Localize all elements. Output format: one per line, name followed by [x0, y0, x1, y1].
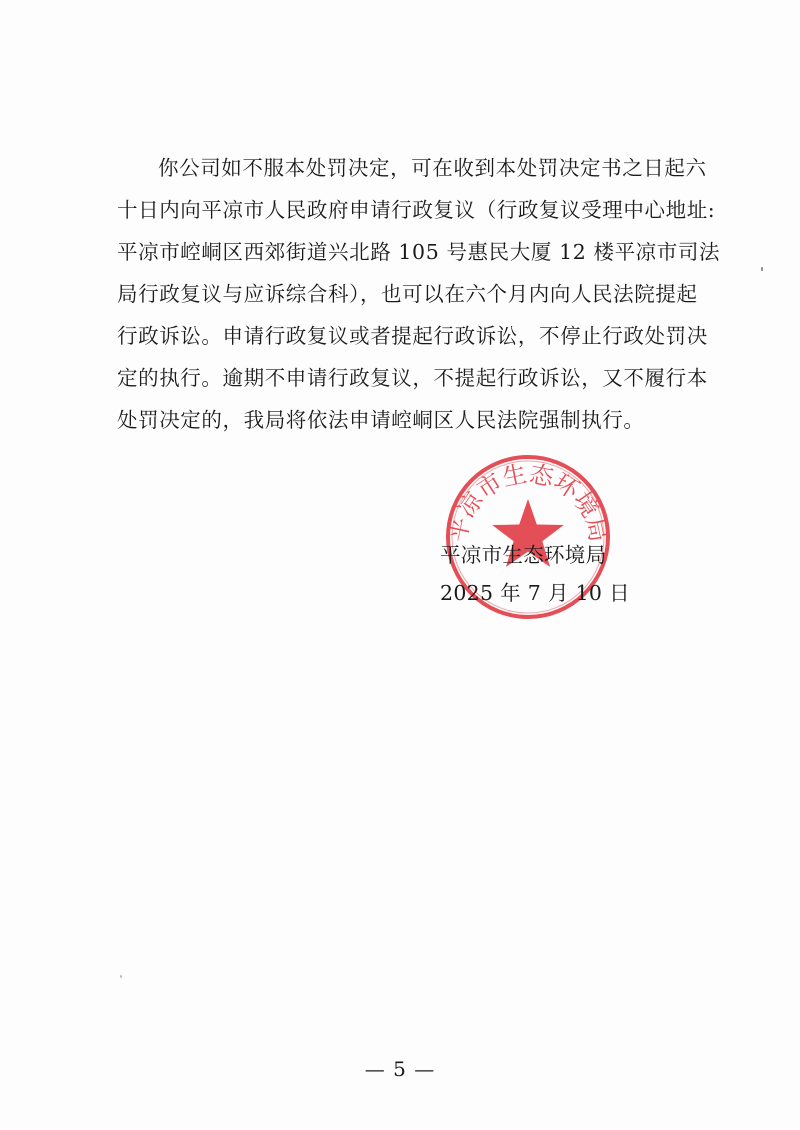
signature-block	[440, 538, 630, 614]
scan-speck	[761, 267, 763, 271]
decision-paragraph	[117, 147, 721, 441]
page-number: — 5 —	[364, 1057, 436, 1081]
issuing-organization: 平凉市生态环境局	[440, 543, 607, 567]
paragraph-line: 你公司如不服本处罚决定，可在收到本处罚决定书之日起六	[158, 156, 707, 180]
paragraph-line: 十日内向平凉市人民政府申请行政复议（行政复议受理中心地址:	[117, 198, 716, 222]
paragraph-line: 行政诉讼。申请行政复议或者提起行政诉讼，不停止行政处罚决	[117, 324, 708, 348]
issue-date: 2025 年 7 月 10 日	[440, 581, 630, 605]
scan-speck	[120, 975, 122, 978]
paragraph-line: 局行政复议与应诉综合科），也可以在六个月内向人民法院提起	[117, 282, 698, 306]
paragraph-line: 定的执行。逾期不申请行政复议，不提起行政诉讼，又不履行本	[117, 366, 708, 390]
paragraph-line: 处罚决定的，我局将依法申请崆峒区人民法院强制执行。	[117, 408, 645, 432]
paragraph-line: 平凉市崆峒区西郊街道兴北路 105 号惠民大厦 12 楼平凉市司法	[117, 240, 721, 264]
seal-text: 平凉市生态环境局	[443, 459, 613, 545]
